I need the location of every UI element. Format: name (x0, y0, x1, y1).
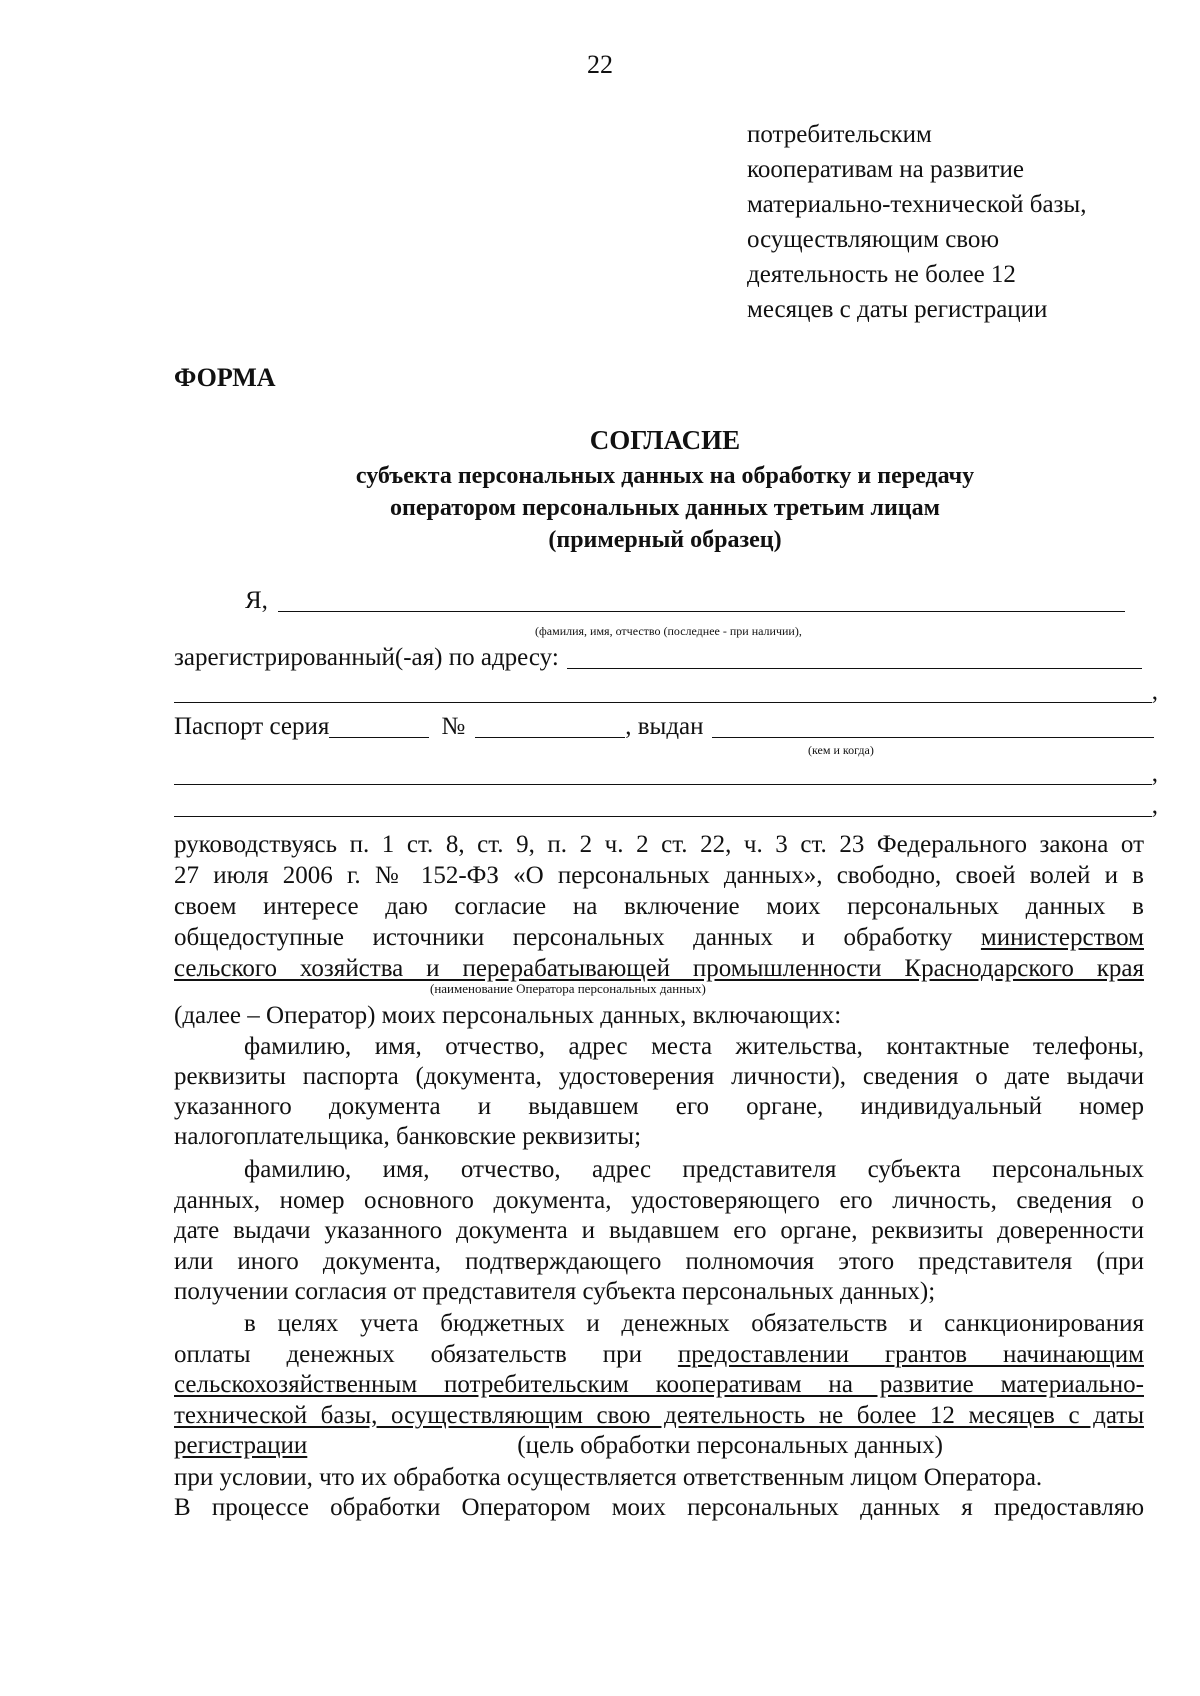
form-label: ФОРМА (174, 363, 276, 392)
addressee-block (747, 117, 1086, 327)
operator-line (174, 1000, 1144, 1031)
consent-paragraph (174, 829, 1144, 984)
comma: , (1151, 760, 1158, 787)
passport-number-label: № (441, 713, 466, 740)
text-line: 27 июля 2006 г. № 152-ФЗ «О персональных данных», свободно, своей волей и в (174, 862, 1144, 889)
purpose-paragraph (174, 1309, 1144, 1462)
subtitle-line: (примерный образец) (548, 527, 782, 553)
text-line: при условии, что их обработка осуществляется ответственным лицом Оператора. (174, 1464, 1043, 1491)
subtitle-line: субъекта персональных данных на обработку и передачу (355, 463, 975, 489)
operator-caption: (наименование Оператора персональных данных) (430, 981, 706, 996)
text-line (174, 1370, 1144, 1401)
closing-paragraph (174, 1463, 1144, 1523)
addressee-line: потребительским (747, 121, 932, 148)
data-list-1 (174, 1032, 1144, 1152)
issued-caption: (кем и когда) (808, 743, 874, 757)
text-line: налогоплательщика, банковские реквизиты; (174, 1123, 642, 1150)
text-fragment: общедоступные источники персональных данных и обработку (174, 924, 981, 951)
document-subtitle (0, 460, 1200, 556)
text-line: указанного документа и выдавшем его органе, индивидуальный номер (174, 1093, 1144, 1120)
addressee-line: месяцев с даты регистрации (747, 296, 1048, 323)
text-line (174, 1401, 1144, 1432)
purpose-caption: (цель обработки персональных данных) (517, 1432, 943, 1459)
text-line: руководствуясь п. 1 ст. 8, ст. 9, п. 2 ч. 2 ст. 22, ч. 3 ст. 23 Федерального закона от (174, 831, 1144, 858)
addressee-line: деятельность не более 12 (747, 261, 1016, 288)
text-line: фамилию, имя, отчество, адрес места жительства, контактные телефоны, (244, 1033, 1144, 1060)
text-line: дате выдачи указанного документа и выдавшем его органе, реквизиты доверенности (174, 1217, 1144, 1244)
text-line (174, 1431, 1144, 1462)
address-row-2 (174, 677, 1158, 707)
passport-row (174, 712, 1154, 742)
addressee-line: материально-технической базы, (747, 191, 1087, 218)
i-label: Я, (245, 587, 268, 614)
purpose-text: сельскохозяйственным потребительским кооперативам на развитие материально- (174, 1371, 1144, 1398)
passport-label: Паспорт серия (174, 713, 330, 740)
purpose-text: предоставлении грантов начинающим (677, 1340, 1144, 1368)
fio-caption: (фамилия, имя, отчество (последнее - при наличии), (535, 624, 802, 638)
text-line: в целях учета бюджетных и денежных обязательств и санкционирования (244, 1310, 1144, 1337)
text-line (174, 922, 1144, 953)
address-field[interactable] (567, 646, 1142, 669)
issued-row-3 (174, 791, 1158, 821)
text-line (174, 953, 1144, 984)
subtitle-line: оператором персональных данных третьим лицам (390, 495, 940, 521)
text-line (174, 1340, 1144, 1371)
address-row (174, 643, 1142, 673)
issued-label: , выдан (625, 713, 704, 740)
purpose-text: регистрации (174, 1432, 308, 1459)
data-list-2 (174, 1155, 1144, 1308)
issued-by-field-3[interactable] (174, 794, 1152, 817)
operator-name: министерством (980, 924, 1144, 951)
issued-by-field-2[interactable] (174, 762, 1152, 785)
address-field-2[interactable] (174, 680, 1152, 703)
text-fragment: оплаты денежных обязательств при (174, 1340, 678, 1368)
comma: , (1151, 678, 1158, 705)
address-label: зарегистрированный(-ая) по адресу: (174, 644, 559, 671)
issued-by-field[interactable] (712, 715, 1154, 738)
text-line: реквизиты паспорта (документа, удостоверения личности), сведения о дате выдачи (174, 1063, 1144, 1090)
operator-name: сельского хозяйства и перерабатывающей промышленности Краснодарского края (174, 955, 1144, 982)
document-title: СОГЛАСИЕ (589, 425, 741, 455)
text-line: данных, номер основного документа, удостоверяющего его личность, сведения о (174, 1186, 1144, 1214)
text-line: (далее – Оператор) моих персональных данных, включающих: (174, 1002, 842, 1029)
text-line: своем интересе даю согласие на включение моих персональных данных в (174, 893, 1144, 920)
passport-number-field[interactable] (475, 715, 625, 738)
addressee-line: кооперативам на развитие (747, 156, 1025, 183)
purpose-text: технической базы, осуществляющим свою деятельность не более 12 месяцев с даты (174, 1401, 1144, 1429)
comma: , (1151, 792, 1158, 819)
issued-row-2 (174, 759, 1158, 789)
text-line: получении согласия от представителя субъекта персональных данных); (174, 1278, 936, 1305)
fio-field[interactable] (278, 589, 1125, 612)
text-line: или иного документа, подтверждающего полномочия этого представителя (при (174, 1247, 1144, 1275)
passport-series-field[interactable] (329, 715, 429, 738)
text-line: В процессе обработки Оператором моих персональных данных я предоставляю (174, 1494, 1144, 1521)
fio-row (245, 586, 1125, 616)
addressee-line: осуществляющим свою (747, 226, 1000, 253)
text-line: фамилию, имя, отчество, адрес представителя субъекта персональных (244, 1156, 1144, 1183)
page-number: 22 (587, 50, 613, 79)
